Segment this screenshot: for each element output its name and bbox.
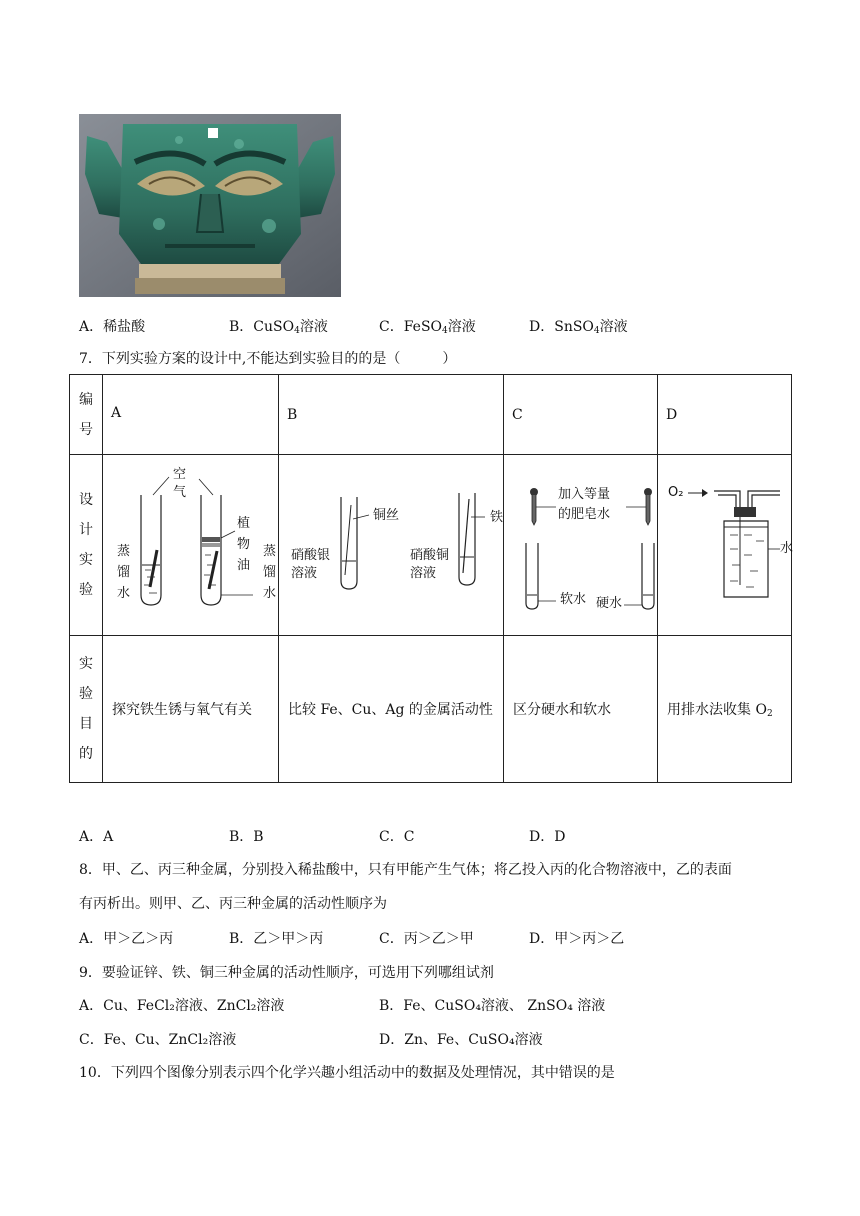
q7-stem: 7．下列实验方案的设计中,不能达到实验目的的是（ ） <box>79 351 457 367</box>
label-distilled-water-right: 蒸 馏 水 <box>263 544 277 601</box>
bronze-mask-photo <box>79 114 341 297</box>
row-label-number: 编 号 <box>70 375 103 455</box>
q6-option-b: B．CuSO$_4$溶液 <box>229 319 328 336</box>
col-head-b: B <box>279 375 504 455</box>
q8-option-b: B．乙＞甲＞丙 <box>229 931 324 947</box>
q9-option-d: D．Zn、Fe、CuSO₄溶液 <box>379 1032 543 1048</box>
q7-option-a: A．A <box>79 829 114 845</box>
row-label-purpose: 实 验 目 的 <box>70 636 103 783</box>
label-air-1: 空 <box>173 467 187 482</box>
purpose-d: 用排水法收集 $O_2$ <box>658 636 792 783</box>
q9-stem: 9．要验证锌、铁、铜三种金属的活动性顺序，可选用下列哪组试剂 <box>79 965 494 981</box>
purpose-a: 探究铁生锈与氧气有关 <box>103 636 279 783</box>
col-head-d: D <box>658 375 792 455</box>
label-soap-water: 加入等量 的肥皂水 <box>558 487 611 522</box>
label-water: 水 <box>780 541 794 556</box>
purpose-c: 区分硬水和软水 <box>504 636 658 783</box>
diagram-d-collect-o2 <box>658 455 792 636</box>
q7-option-d: D．D <box>529 829 566 845</box>
label-o2: O₂ <box>668 485 684 500</box>
label-air-2: 气 <box>173 485 187 500</box>
col-head-a: A <box>103 375 279 455</box>
label-vegetable-oil: 植 物 油 <box>237 516 251 573</box>
diagram-b-metal-activity <box>279 455 504 636</box>
q7-experiment-table <box>69 374 792 783</box>
q9-option-c: C．Fe、Cu、ZnCl₂溶液 <box>79 1032 237 1048</box>
label-silver-nitrate: 硝酸银 溶液 <box>291 548 331 581</box>
q8-option-c: C．丙＞乙＞甲 <box>379 931 474 947</box>
q6-option-d: D．SnSO$_4$溶液 <box>529 319 628 336</box>
q8-stem-line1: 8．甲、乙、丙三种金属，分别投入稀盐酸中，只有甲能产生气体；将乙投入丙的化合物溶液中，乙的表面 <box>79 862 732 878</box>
q7-option-b: B．B <box>229 829 264 845</box>
label-copper-nitrate: 硝酸铜 溶液 <box>410 548 450 581</box>
label-soft-water: 软水 <box>560 592 587 607</box>
q8-stem-line2: 有丙析出。则甲、乙、丙三种金属的活动性顺序为 <box>79 896 387 912</box>
label-distilled-water-left: 蒸 馏 水 <box>117 544 131 601</box>
q10-stem: 10．下列四个图像分别表示四个化学兴趣小组活动中的数据及处理情况，其中错误的是 <box>79 1065 615 1081</box>
q8-option-d: D．甲＞丙＞乙 <box>529 931 625 947</box>
purpose-b: 比较 Fe、Cu、Ag 的金属活动性 <box>279 636 504 783</box>
q7-option-c: C．C <box>379 829 415 845</box>
q9-option-b: B．Fe、CuSO₄溶液、 ZnSO₄ 溶液 <box>379 998 606 1014</box>
q8-option-a: A．甲＞乙＞丙 <box>79 931 174 947</box>
q6-option-c: C．FeSO$_4$溶液 <box>379 319 476 336</box>
label-copper-wire: 铜丝 <box>373 508 400 523</box>
label-hard-water: 硬水 <box>596 596 623 611</box>
diagram-a-rust <box>103 455 279 636</box>
diagram-c-hard-soft-water <box>504 455 658 636</box>
q9-option-a: A．Cu、FeCl₂溶液、ZnCl₂溶液 <box>79 998 285 1014</box>
row-label-design: 设 计 实 验 <box>70 455 103 636</box>
label-iron: 铁 <box>490 510 504 525</box>
col-head-c: C <box>504 375 658 455</box>
q6-option-a: A．稀盐酸 <box>79 319 146 335</box>
